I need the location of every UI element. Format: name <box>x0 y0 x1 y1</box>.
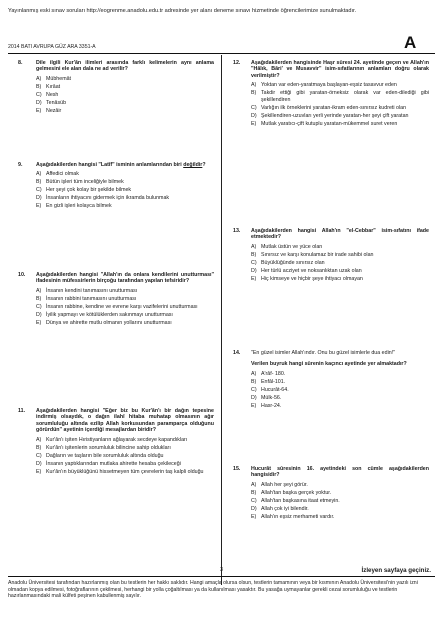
option-a[interactable]: A) Kur'ân'ı işiten Hıristiyanların ağlayarak secdeye kapandıkları <box>36 436 188 443</box>
option-a[interactable]: A) Mübhemât <box>36 75 72 82</box>
question-stem: Aşağıdakilerden hangisinde Haşr sûresi 24. ayetinde geçen ve Allah'ın "Hâlık, Bâri' ve Musavvir" isim-sıfatlarının anlamları doğru olarak verilmiştir? <box>251 60 429 79</box>
option-d[interactable]: D) İnsanın yaptıklarından mutlaka ahirette hesaba çekileceği <box>36 460 181 467</box>
option-b[interactable]: B) Sınırsız ve karşı konulamaz bir irade sahibi olan <box>251 251 374 258</box>
question-number: 12. <box>233 60 241 66</box>
question-stem: Dile ilgili Kur'ân ilimleri arasında farklı kelimelerin aynı anlama gelmesini ele alan dala ne ad verilir? <box>36 60 214 73</box>
option-a[interactable]: A) A'râf- 180. <box>251 370 286 377</box>
question-10 <box>18 272 214 328</box>
question-stem: Aşağıdakilerden hangisi Allah'ın "el-Cebbar" isim-sıfatını ifade etmektedir? <box>251 228 429 241</box>
question-11 <box>18 408 214 477</box>
question-14 <box>233 350 429 411</box>
header-divider <box>8 53 435 54</box>
booklet-letter: A <box>404 33 417 52</box>
option-d[interactable]: D) Şekillendiren-uzuvları yerli yerinde yaratan-her şeyi çift yaratan <box>251 112 409 119</box>
option-a[interactable]: A) Mutlak üstün ve yüce olan <box>251 243 323 250</box>
question-number: 11. <box>18 408 26 414</box>
column-divider <box>221 55 222 585</box>
question-stem: Aşağıdakilerden hangisi "Latîf" isminin anlamlarından biri değildir? <box>36 162 206 168</box>
option-e[interactable]: E) Hiç kimseye ve hiçbir şeye ihtiyacı olmayan <box>251 275 363 282</box>
option-e[interactable]: E) Kur'ân'ın büyüklüğünü hissetmeyen tüm çevrelerin taş kalpli olduğu <box>36 468 204 475</box>
option-list <box>251 82 429 127</box>
option-d[interactable]: D) Her türlü acziyet ve noksanlıktan uzak olan <box>251 267 362 274</box>
option-b[interactable]: B) Takdir ettiği gibi yaratan-örneksiz olarak var eden-dilediği gibi şekillendiren <box>251 90 429 103</box>
top-notice: Yayınlanmış eski sınav soruları http://eogrenme.anadolu.edu.tr adresinde yer alanı deneme sınavı hizmetinde öğrencilerimize sunulmaktadır. <box>8 8 357 14</box>
option-d[interactable]: D) İnsanların ihtiyacını gidermek için ikramda bulunmak <box>36 195 170 202</box>
question-number: 15. <box>233 466 241 472</box>
option-e[interactable]: E) Dünya ve ahirette mutlu olmanın yollarını unutturması <box>36 319 172 326</box>
question-12 <box>233 60 429 129</box>
question-15 <box>233 466 429 522</box>
option-b[interactable]: B) Kırâat <box>36 83 61 90</box>
option-b[interactable]: B) Allah'tan başka gerçek yoktur. <box>251 489 332 496</box>
option-list <box>36 288 214 326</box>
question-stem: Aşağıdakilerden hangisi "Allah'ın da onlara kendilerini unutturması" ifadesinin müfessirlerin birçoğu tarafından yapılan tefsiridir? <box>36 272 214 285</box>
option-b[interactable]: B) Kur'ân'ı işitenlerin sorumluluk bilincine sahip oldukları <box>36 444 171 451</box>
option-list <box>36 171 214 209</box>
option-c[interactable]: C) Allah'tan başkasına itaat etmeyin. <box>251 497 340 504</box>
page-number: 3 <box>220 567 223 573</box>
option-e[interactable]: E) En gizli işleri kolayca bilmek <box>36 203 112 210</box>
option-b[interactable]: B) İnsanın rabbini tanımasını unutturması <box>36 295 137 302</box>
option-c[interactable]: C) Hucurât-64. <box>251 386 289 393</box>
option-d[interactable]: D) Mülk-56. <box>251 394 282 401</box>
option-list <box>36 437 214 475</box>
question-number: 9. <box>18 162 23 168</box>
option-c[interactable]: C) Dağların ve taşların bile sorumluluk altında olduğu <box>36 452 164 459</box>
option-e[interactable]: E) Mutlak yaratıcı-çift kutuplu yaratan-mükemmel suret veren <box>251 120 398 127</box>
option-d[interactable]: D) Allah çok iyi bilendir. <box>251 505 309 512</box>
next-page-note: İzleyen sayfaya geçiniz. <box>361 567 431 574</box>
option-a[interactable]: A) İnsanın kendini tanımasını unutturması <box>36 287 138 294</box>
option-c[interactable]: C) Büyüklüğünde sınırsız olan <box>251 259 325 266</box>
option-a[interactable]: A) Yoktan var eden-yaratmaya başlayan-eşsiz tasavvur eden <box>251 82 397 89</box>
option-c[interactable]: C) İnsanın rabbine, kendine ve evrene karşı vazifelerini unutturması <box>36 303 198 310</box>
option-b[interactable]: B) Bütün işleri tüm inceliğiyle bilmek <box>36 179 124 186</box>
option-e[interactable]: E) Allah'ın eşsiz merhameti vardır. <box>251 513 335 520</box>
question-13 <box>233 228 429 284</box>
option-list <box>251 244 429 282</box>
question-stem: Verilen buyruk hangi sûrenin kaçıncı ayetinde yer almaktadır? <box>251 361 407 368</box>
option-a[interactable]: A) Allah her şeyi görür. <box>251 481 308 488</box>
option-d[interactable]: D) Tenâsüb <box>36 99 67 106</box>
question-stem: Hucurât sûresinin 16. ayetindeki son cümle aşağıdakilerden hangisidir? <box>251 466 429 479</box>
question-number: 8. <box>18 60 23 66</box>
question-number: 10. <box>18 272 26 278</box>
option-c[interactable]: C) Varlığın ilk örneklerini yaratan-ikram eden-sınırsız kudreti olan <box>251 104 407 111</box>
question-stem: Aşağıdakilerden hangisi "Eğer biz bu Kur'ân'ı bir dağın tepesine indirmiş olsaydık, o dağın ilahî hitaba muhatap olmasının ağır sorumluluğu altında ezilip Allah korkusundan paramparça olduğunu görürdün" ayetinin içerdiği mesajlardan biridir? <box>36 408 214 434</box>
option-e[interactable]: E) Hasr-24. <box>251 402 282 409</box>
option-a[interactable]: A) Affedici olmak <box>36 171 79 178</box>
footer-divider <box>8 576 435 577</box>
question-number: 14. <box>233 350 241 356</box>
option-list <box>251 482 429 520</box>
exam-id: 2014 BATI AVRUPA GÜZ ARA 3351-A <box>8 44 96 50</box>
question-9 <box>18 162 214 211</box>
copyright-footer: Anadolu Üniversitesi tarafından hazırlanmış olan bu testlerin her hakkı saklıdır. Hangi amaçla olursa olsun, testlerin tamamının veya bir kısmının Anadolu Üniversitesi'nin yazılı izni olmadan kopya edilmesi, fotoğraflarının çekilmesi, herhangi bir yolla çoğaltılması ya da kullanılması yasaktır. Bu yasağa uymayanlar gerekli cezai sorumluluğu ve testlerin hazırlanmasındaki mali külfeti peşinen kabullenmiş sayılır. <box>8 580 418 600</box>
option-b[interactable]: B) Enfâl-101. <box>251 378 286 385</box>
question-number: 13. <box>233 228 241 234</box>
question-quote: "En güzel isimler Allah'ındır. Onu bu güzel isimlerle dua edin!" <box>251 350 396 356</box>
option-e[interactable]: E) Nezâir <box>36 107 62 114</box>
option-c[interactable]: C) Nesh <box>36 91 59 98</box>
option-d[interactable]: D) İyilik yapmayı ve kötülüklerden sakınmayı unutturması <box>36 311 173 318</box>
question-8 <box>18 60 214 116</box>
option-list <box>36 76 214 114</box>
emphasis-word: değildir <box>183 162 203 168</box>
option-c[interactable]: C) Her şeyi çok kolay bir şekilde bilmek <box>36 187 132 194</box>
option-list <box>251 371 429 409</box>
